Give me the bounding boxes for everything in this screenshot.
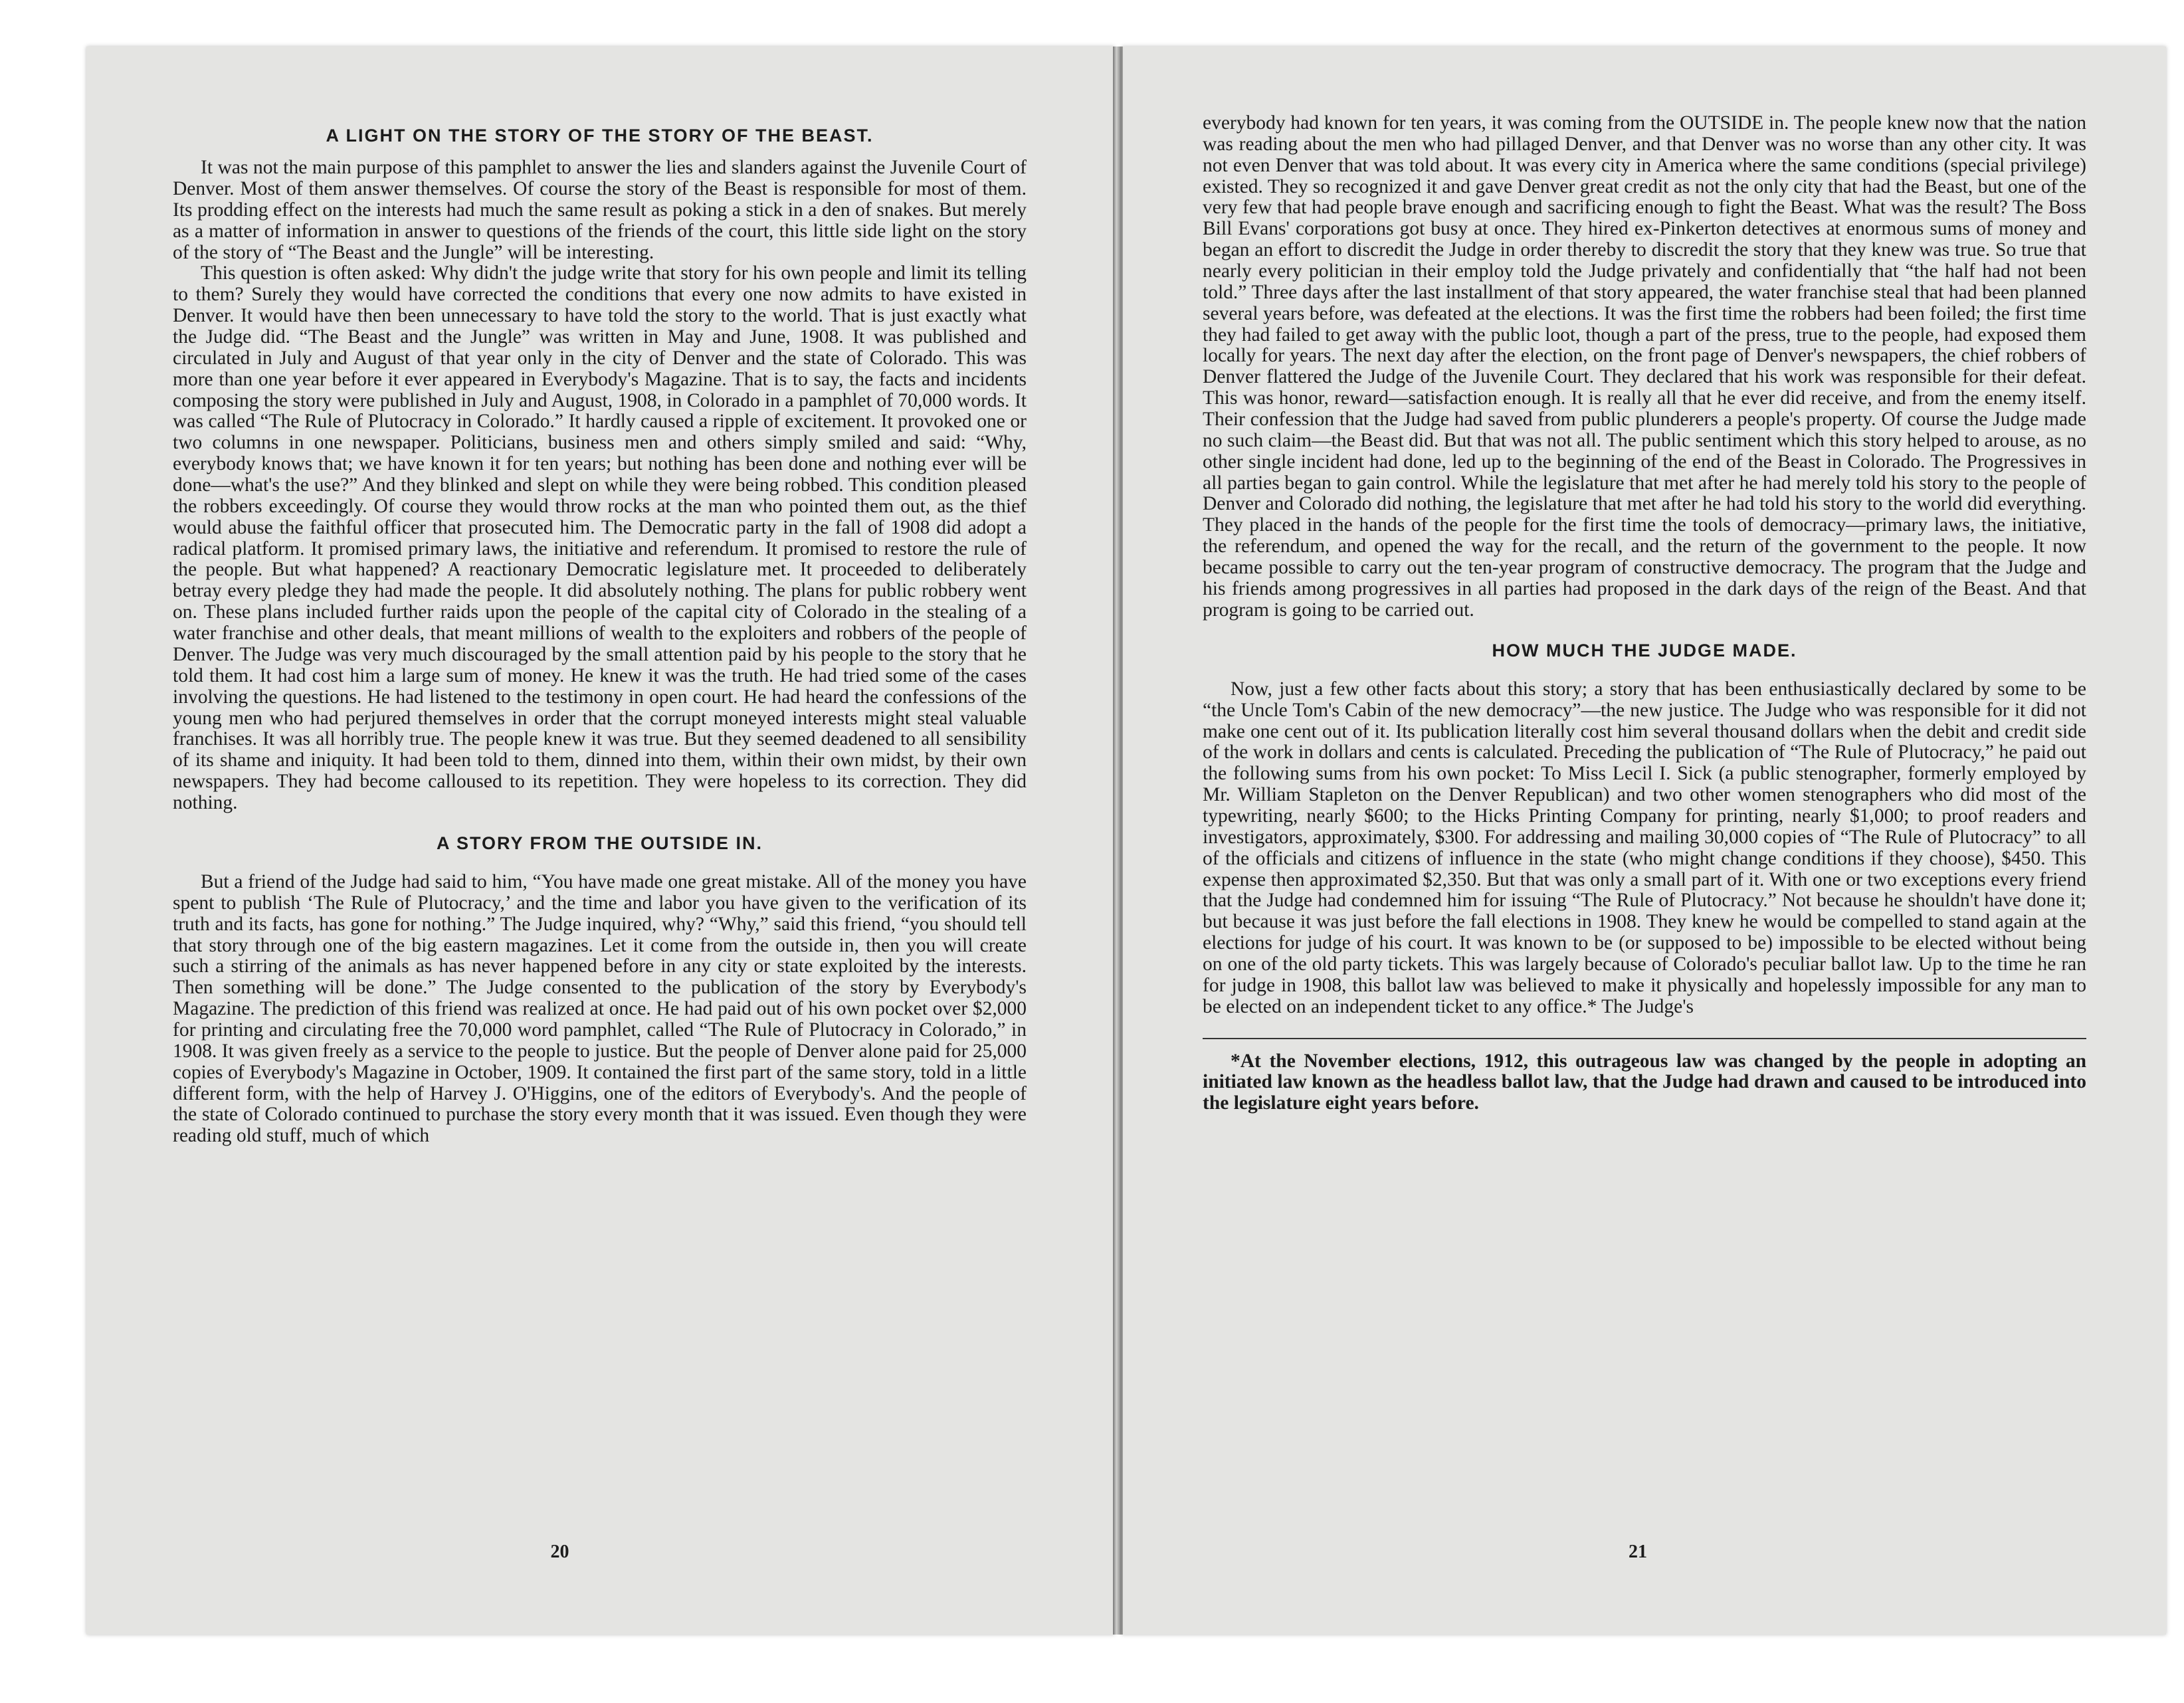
paragraph: Now, just a few other facts about this story; a story that has been enthusiastically declared by some to be “the Uncle Tom's Cabin of the new democracy”—the new justice. The Judge who was responsible for it did not make one cent out of it. Its publication literally cost him several thousand dollars when the debit and credit side of the work in dollars and cents is calculated. Preceding the publication of “The Rule of Plutocracy,” he paid out the following sums from his own pocket: To Miss Lecil I. Sick (a public stenographer, formerly employed by Mr. William Stapleton on the Denver Republican) and two other women stenographers who did most of the typewriting, nearly $600; to the Hicks Printing Company for printing, nearly $1,000; to proof readers and investigators, approximately, $300. For addressing and mailing 30,000 copies of “The Rule of Plutocracy” to all of the officials and citizens of influence in the state (who might change conditions if they choose), $450. This expense then approximated $2,350. But that was only a small part of it. With one or two exceptions every friend that the Judge had condemned him for issuing “The Rule of Plutocracy.” Not because he shouldn't have done it; but because it was just before the fall elections in 1908. They knew he would be compelled to stand again at the elections for judge of his court. It was known to be (or supposed to be) impossible to be elected without being on one of the old party tickets. This was largely because of Colorado's peculiar ballot law. Up to the time he ran for judge in 1908, this ballot law was believed to make it physically and hopelessly impossible for any man to be elected on an independent ticket to any office.* The Judge's	[1203, 678, 2086, 1017]
left-page-text-column	[173, 126, 1027, 1147]
heading-how-much-judge-made: HOW MUCH THE JUDGE MADE.	[1492, 640, 1797, 660]
footnote: *At the November elections, 1912, this outrageous law was changed by the people in adopting an initiated law known as the headless ballot law, that the Judge had drawn and caused to be introduced into the legislature eight years before.	[1203, 1038, 2086, 1115]
right-page-text-column	[1203, 113, 2086, 1114]
heading-story-from-outside: A STORY FROM THE OUTSIDE IN.	[436, 833, 763, 853]
page-number-right: 21	[1629, 1542, 1647, 1562]
right-page	[1122, 47, 2166, 1635]
page-number-left: 20	[550, 1542, 569, 1562]
heading-light-on-story: A LIGHT ON THE STORY OF THE STORY OF THE BEAST.	[326, 126, 874, 146]
book-gutter	[1113, 47, 1122, 1635]
paragraph: It was not the main purpose of this pamphlet to answer the lies and slanders against the Juvenile Court of Denver. Most of them answer themselves. Of course the story of the Beast is responsible for most of them. Its prodding effect on the interests had much the same result as poking a stick in a den of snakes. But merely as a matter of information in answer to questions of the friends of the court, this little side light on the story of the story of “The Beast and the Jungle” will be interesting.	[173, 157, 1027, 263]
paragraph: This question is often asked: Why didn't the judge write that story for his own people and limit its telling to them? Surely they would have corrected the conditions that every one now admits to have existed in Denver. It would have then been unnecessary to have told the story to the world. That is just exactly what the Judge did. “The Beast and the Jungle” was written in May and June, 1908. It was published and circulated in July and August of that year only in the city of Denver and the state of Colorado. This was more than one year before it ever appeared in Everybody's Magazine. That is to say, the facts and incidents composing the story were published in July and August, 1908, in Colorado in a pamphlet of 70,000 words. It was called “The Rule of Plutocracy in Colorado.” It hardly caused a ripple of excitement. It provoked one or two columns in one newspaper. Politicians, business men and others simply smiled and said: “Why, everybody knows that; we have known it for ten years; but nothing has been done and nothing ever will be done—what's the use?” And they blinked and slept on while they were being robbed. This condition pleased the robbers exceedingly. Of course they would throw rocks at the man who pointed them out, as the thief would abuse the faithful officer that prosecuted him. The Democratic party in the fall of 1908 did adopt a radical platform. It promised primary laws, the initiative and referendum. It promised to restore the rule of the people. But what happened? A reactionary Democratic legislature met. It proceeded to deliberately betray every pledge they had made the people. It did absolutely nothing. The plans for public robbery went on. These plans included further raids upon the people of the capital city of Colorado in the stealing of a water franchise and other deals, that meant millions of wealth to the exploiters and robbers of the people of Denver. The Judge was very much discouraged by the small attention paid by his people to the story that he told them. It had cost him a large sum of money. He knew it was the truth. He had tried some of the cases involving the questions. He had listened to the testimony in open court. He had heard the confessions of the young men who had perjured themselves in order that the corrupt moneyed interests might steal valuable franchises. It was all horribly true. The people knew it was true. But they seemed deadened to all sensibility of its shame and iniquity. It had been told to them, dinned into them, within their own midst, by their own newspapers. They had become calloused to its repetition. They were hopeless to its correction. They did nothing.	[173, 262, 1027, 813]
left-page	[86, 47, 1115, 1635]
paragraph: everybody had known for ten years, it was coming from the OUTSIDE in. The people knew now that the nation was reading about the men who had pillaged Denver, and that Denver was no worse than any other city. It was not even Denver that was told about. It was every city in America where the same conditions (special privilege) existed. They so recognized it and gave Denver great credit as not the only city that had the Beast, but one of the very few that had people brave enough and sacrificing enough to fight the Beast. What was the result? The Boss Bill Evans' corporations got busy at once. They hired ex-Pinkerton detectives at enormous sums of money and began an effort to discredit the Judge in order thereby to discredit the story that they knew was true. So true that nearly every politician in their employ told the Judge privately and confidentially that “the half had not been told.” Three days after the last installment of that story appeared, the water franchise steal that had been planned several years before, was defeated at the elections. It was the first time the robbers had been foiled; the first time they had failed to get away with the public loot, though a part of the press, true to the people, had exposed them locally for years. The next day after the election, on the front page of Denver's newspapers, the chief robbers of Denver flattered the Judge of the Juvenile Court. They declared that his work was responsible for their defeat. This was honor, reward—satisfaction enough. It is really all that he ever did receive, and from the enemy itself. Their confession that the Judge had saved from public plunderers a people's property. Of course the Judge made no such claim—the Beast did. But that was not all. The public sentiment which this story helped to arouse, as no other single incident had done, led up to the beginning of the end of the Beast in Colorado. The Progressives in all parties began to gain control. While the legislature that met after he had merely told his story to the people of Denver and Colorado did nothing, the legislature that met after he had told his story to the world did everything. They placed in the hands of the people for the first time the tools of democracy—primary laws, the initiative, the referendum, and opened the way for the recall, and the return of the government to the people. It now became possible to carry out the ten-year program of constructive democracy. The program that the Judge and his friends among progressives in all parties had proposed in the dark days of the reign of the Beast. And that program is going to be carried out.	[1203, 112, 2086, 621]
paragraph: But a friend of the Judge had said to him, “You have made one great mistake. All of the money you have spent to publish ‘The Rule of Plutocracy,’ and the time and labor you have given to the verification of its truth and its facts, has gone for nothing.” The Judge inquired, why? “Why,” said this friend, “you should tell that story through one of the big eastern magazines. Let it come from the outside in, then you will create such a stirring of the animals as has never happened before in any city or state exploited by the interests. Then something will be done.” The Judge consented to the publication of the story by Everybody's Magazine. The prediction of this friend was realized at once. He had paid out of his own pocket over $2,000 for printing and circulating free the 70,000 word pamphlet, called “The Rule of Plutocracy in Colorado,” in 1908. It was given freely as a service to the people to justice. But the people of Denver alone paid for 25,000 copies of Everybody's Magazine in October, 1909. It contained the first part of the same story, told in a little different form, with the help of Harvey J. O'Higgins, one of the editors of Everybody's. And the people of the state of Colorado continued to purchase the story every month that it was issued. Even though they were reading old stuff, much of which	[173, 870, 1027, 1147]
